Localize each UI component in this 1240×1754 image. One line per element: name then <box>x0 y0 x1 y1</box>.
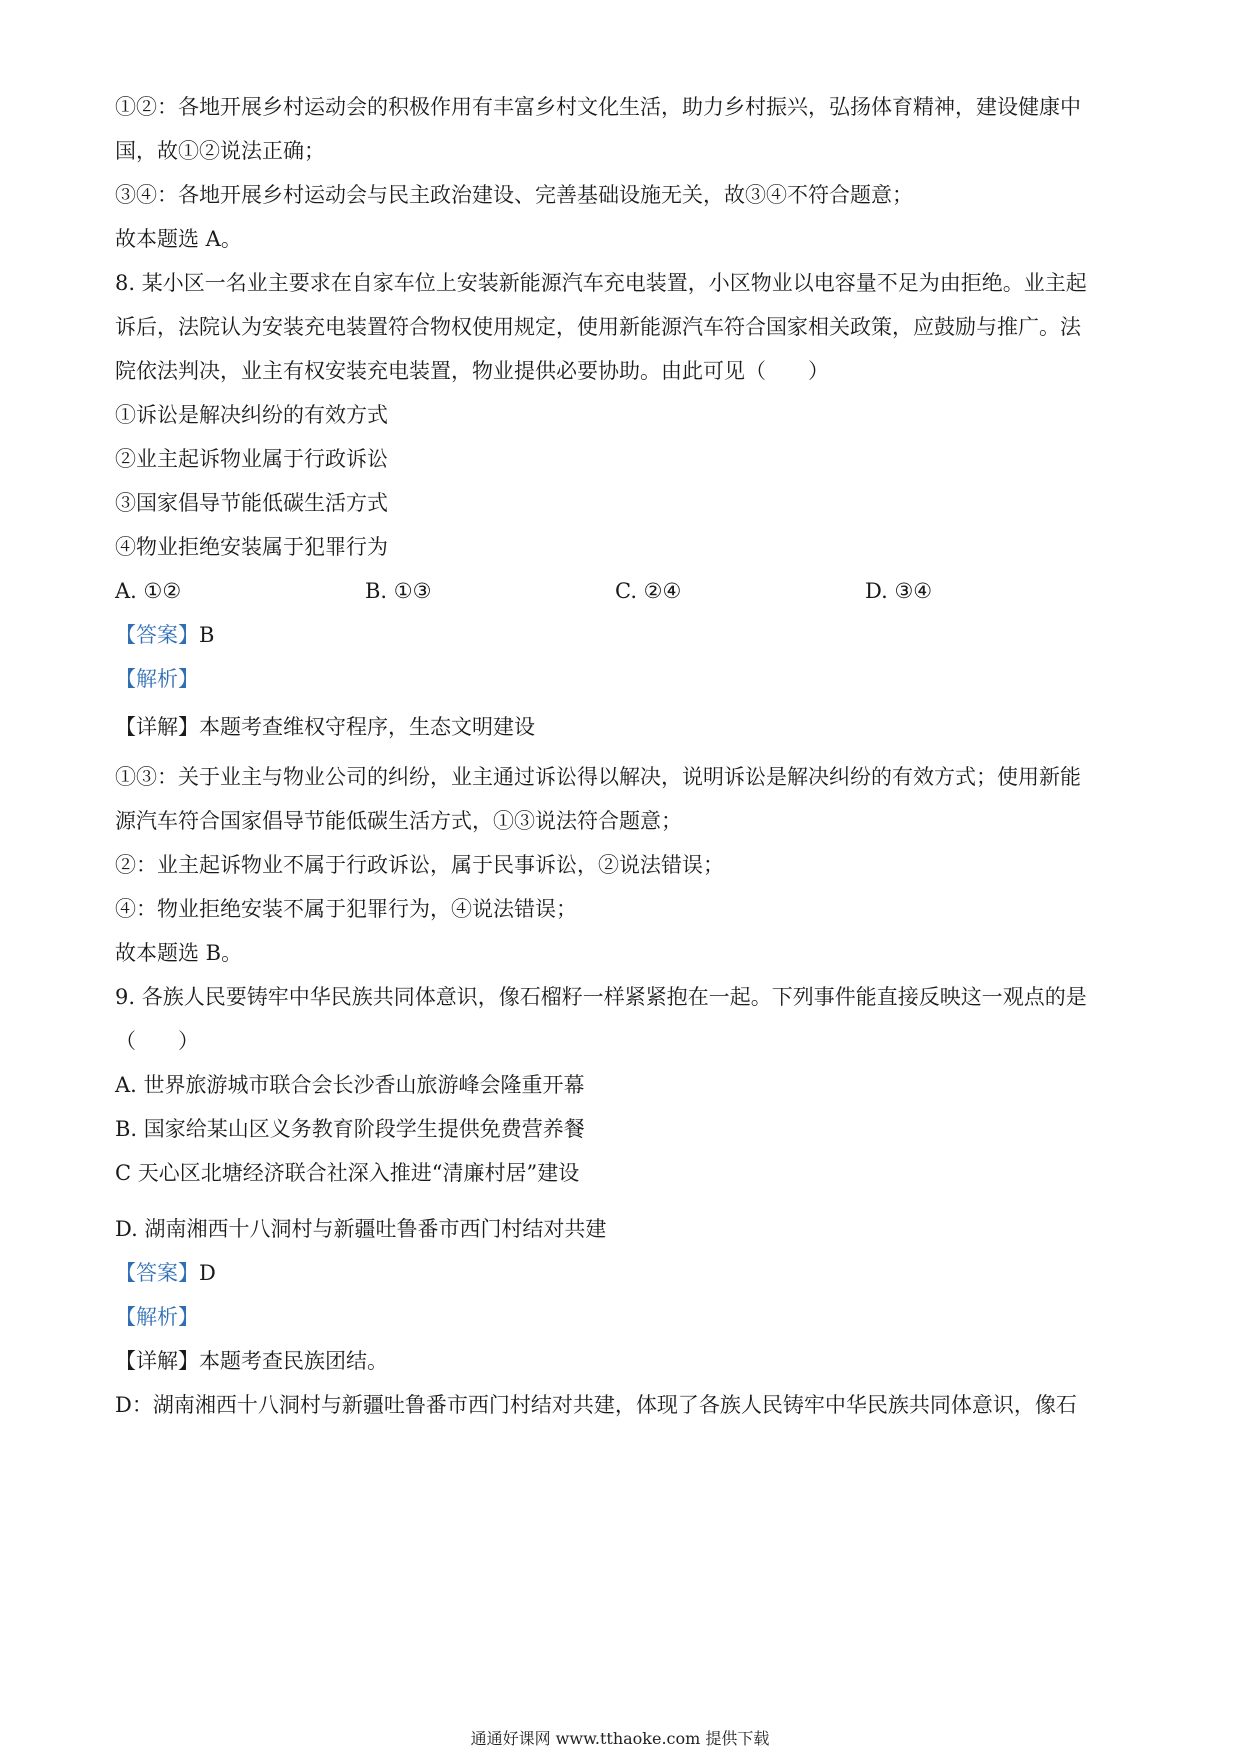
q8-stem-line-2: 诉后，法院认为安装充电装置符合物权使用规定，使用新能源汽车符合国家相关政策，应鼓励与推广。法 <box>115 315 1081 339</box>
prev-explanation-line-2: 国，故①②说法正确； <box>115 139 325 163</box>
page-footer: 通通好课网 www.tthaoke.com 提供下载 <box>470 1729 770 1748</box>
q8-stem-line-1: 8. 某小区一名业主要求在自家车位上安装新能源汽车充电装置，小区物业以电容量不足为由拒绝。业主起 <box>115 271 1087 295</box>
q9-stem-line-2: （ ） <box>115 1029 199 1053</box>
q9-answer-value: D <box>199 1261 216 1285</box>
q9-analysis <box>115 1302 1125 1332</box>
q8-option-a: A. ①② <box>115 579 182 603</box>
q9-detail-label: 【详解】 <box>115 1349 199 1373</box>
q9-detail <box>115 1346 1125 1376</box>
q9-answer <box>115 1258 1125 1288</box>
q8-analysis <box>115 664 1125 694</box>
q8-option-b: B. ①③ <box>365 579 432 603</box>
q9-explanation-line-1: D：湖南湘西十八洞村与新疆吐鲁番市西门村结对共建，体现了各族人民铸牢中华民族共同体意识，像石 <box>115 1393 1077 1417</box>
q9-option-c: C 天心区北塘经济联合社深入推进“清廉村居”建设 <box>115 1161 580 1185</box>
q9-analysis-label: 【解析】 <box>115 1305 199 1329</box>
q8-detail <box>115 712 1125 742</box>
q8-detail-text: 本题考查维权守程序，生态文明建设 <box>199 715 535 739</box>
q8-explanation-line-2: 源汽车符合国家倡导节能低碳生活方式，①③说法符合题意； <box>115 809 682 833</box>
q8-option-c: C. ②④ <box>615 579 682 603</box>
q8-explanation-line-3: ②：业主起诉物业不属于行政诉讼，属于民事诉讼，②说法错误； <box>115 853 724 877</box>
q8-explanation-line-1: ①③：关于业主与物业公司的纠纷，业主通过诉讼得以解决，说明诉讼是解决纠纷的有效方式；使用新能 <box>115 765 1081 789</box>
q8-explanation-line-4: ④：物业拒绝安装不属于犯罪行为，④说法错误； <box>115 897 577 921</box>
q9-detail-text: 本题考查民族团结。 <box>199 1349 388 1373</box>
q8-detail-label: 【详解】 <box>115 715 199 739</box>
q9-answer-label: 【答案】 <box>115 1261 199 1285</box>
q8-stem-line-3: 院依法判决，业主有权安装充电装置，物业提供必要协助。由此可见（ ） <box>115 359 829 383</box>
q8-item-2: ②业主起诉物业属于行政诉讼 <box>115 447 388 471</box>
q8-answer <box>115 620 1125 650</box>
q9-option-b: B. 国家给某山区义务教育阶段学生提供免费营养餐 <box>115 1117 585 1141</box>
q9-option-a: A. 世界旅游城市联合会长沙香山旅游峰会隆重开幕 <box>115 1073 585 1097</box>
q9-option-d: D. 湖南湘西十八洞村与新疆吐鲁番市西门村结对共建 <box>115 1217 607 1241</box>
q8-item-1: ①诉讼是解决纠纷的有效方式 <box>115 403 388 427</box>
q8-answer-label: 【答案】 <box>115 623 199 647</box>
prev-conclusion: 故本题选 A。 <box>115 227 242 251</box>
q8-item-3: ③国家倡导节能低碳生活方式 <box>115 491 388 515</box>
prev-explanation-line-1: ①②：各地开展乡村运动会的积极作用有丰富乡村文化生活，助力乡村振兴，弘扬体育精神，建设健康中 <box>115 95 1081 119</box>
q8-analysis-label: 【解析】 <box>115 667 199 691</box>
prev-explanation-line-3: ③④：各地开展乡村运动会与民主政治建设、完善基础设施无关，故③④不符合题意； <box>115 183 913 207</box>
q8-answer-value: B <box>199 623 215 647</box>
q9-stem-line-1: 9. 各族人民要铸牢中华民族共同体意识，像石榴籽一样紧紧抱在一起。下列事件能直接反映这一观点的是 <box>115 985 1087 1009</box>
q8-option-d: D. ③④ <box>865 579 933 603</box>
q8-conclusion: 故本题选 B。 <box>115 941 243 965</box>
q8-item-4: ④物业拒绝安装属于犯罪行为 <box>115 535 388 559</box>
